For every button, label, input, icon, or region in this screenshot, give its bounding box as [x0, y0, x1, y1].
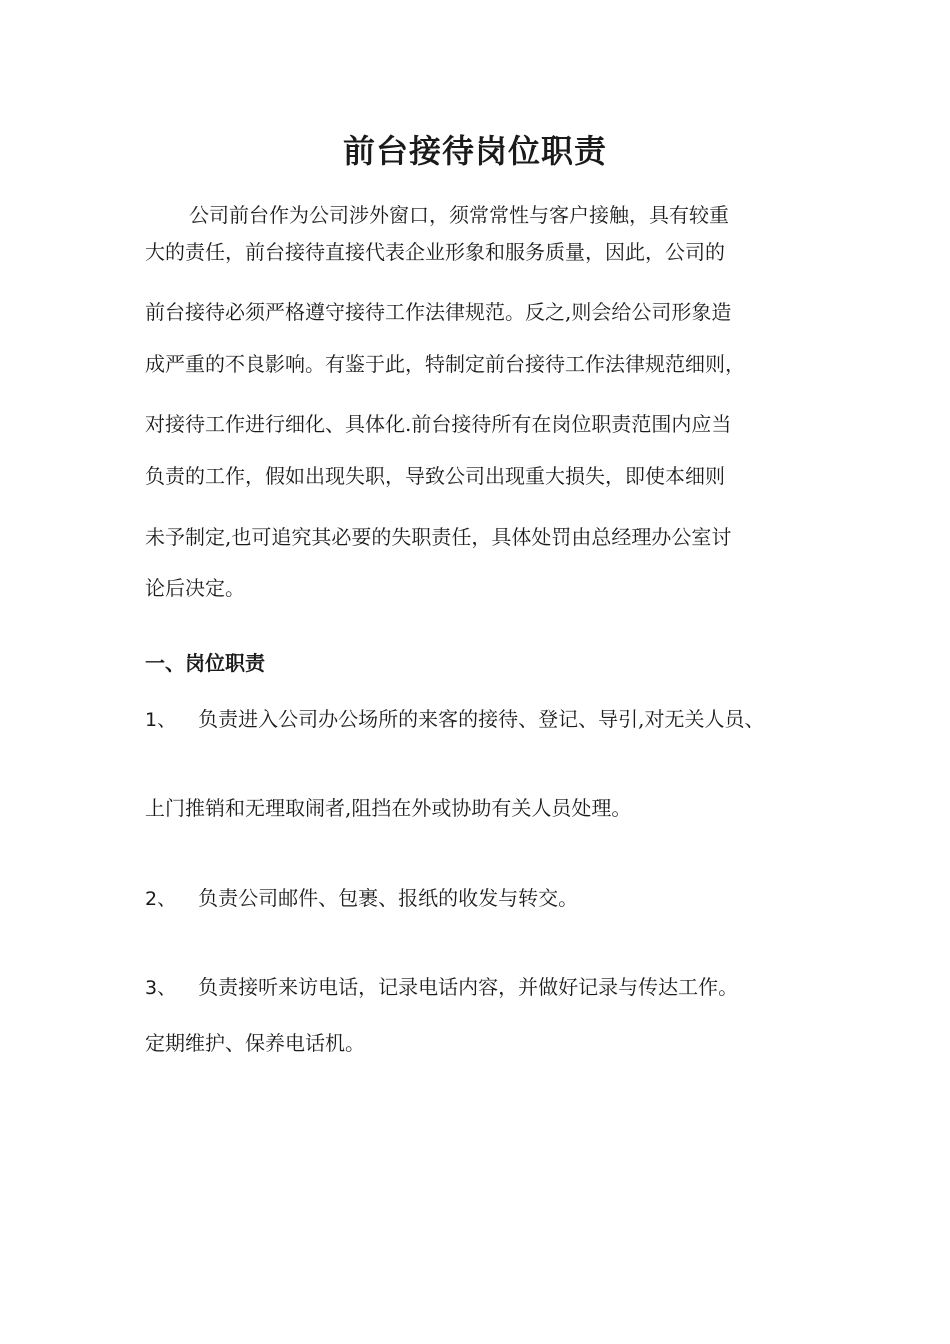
list-item-number: 3、	[145, 977, 177, 999]
list-item-1-continuation: 上门推销和无理取闹者,阻挡在外或协助有关人员处理。	[145, 796, 632, 820]
intro-line-6: 负责的工作，假如出现失职，导致公司出现重大损失，即使本细则	[145, 464, 725, 488]
list-item-3	[145, 972, 738, 1003]
intro-line-5: 对接待工作进行细化、具体化.前台接待所有在岗位职责范围内应当	[145, 412, 732, 436]
list-item-1	[145, 704, 764, 735]
list-item-text: 负责公司邮件、包裹、报纸的收发与转交。	[198, 886, 579, 910]
intro-line-2: 大的责任，前台接待直接代表企业形象和服务质量，因此，公司的	[145, 240, 725, 264]
intro-line-1: 公司前台作为公司涉外窗口，须常常性与客户接触，具有较重	[189, 203, 729, 227]
document-title: 前台接待岗位职责	[342, 132, 607, 170]
list-item-text: 负责进入公司办公场所的来客的接待、登记、导引,对无关人员、	[198, 707, 765, 731]
intro-line-3: 前台接待必须严格遵守接待工作法律规范。反之,则会给公司形象造	[145, 300, 732, 324]
list-item-2	[145, 883, 578, 914]
list-item-number: 1、	[145, 709, 177, 731]
section-heading: 一、岗位职责	[145, 651, 265, 675]
intro-line-4: 成严重的不良影响。有鉴于此，特制定前台接待工作法律规范细则，	[145, 352, 745, 376]
list-item-3-continuation: 定期维护、保养电话机。	[145, 1031, 365, 1055]
intro-line-7: 未予制定,也可追究其必要的失职责任，具体处罚由总经理办公室讨	[145, 525, 732, 549]
list-item-text: 负责接听来访电话，记录电话内容，并做好记录与传达工作。	[198, 975, 739, 999]
list-item-number: 2、	[145, 888, 177, 910]
intro-line-8: 论后决定。	[145, 576, 245, 600]
